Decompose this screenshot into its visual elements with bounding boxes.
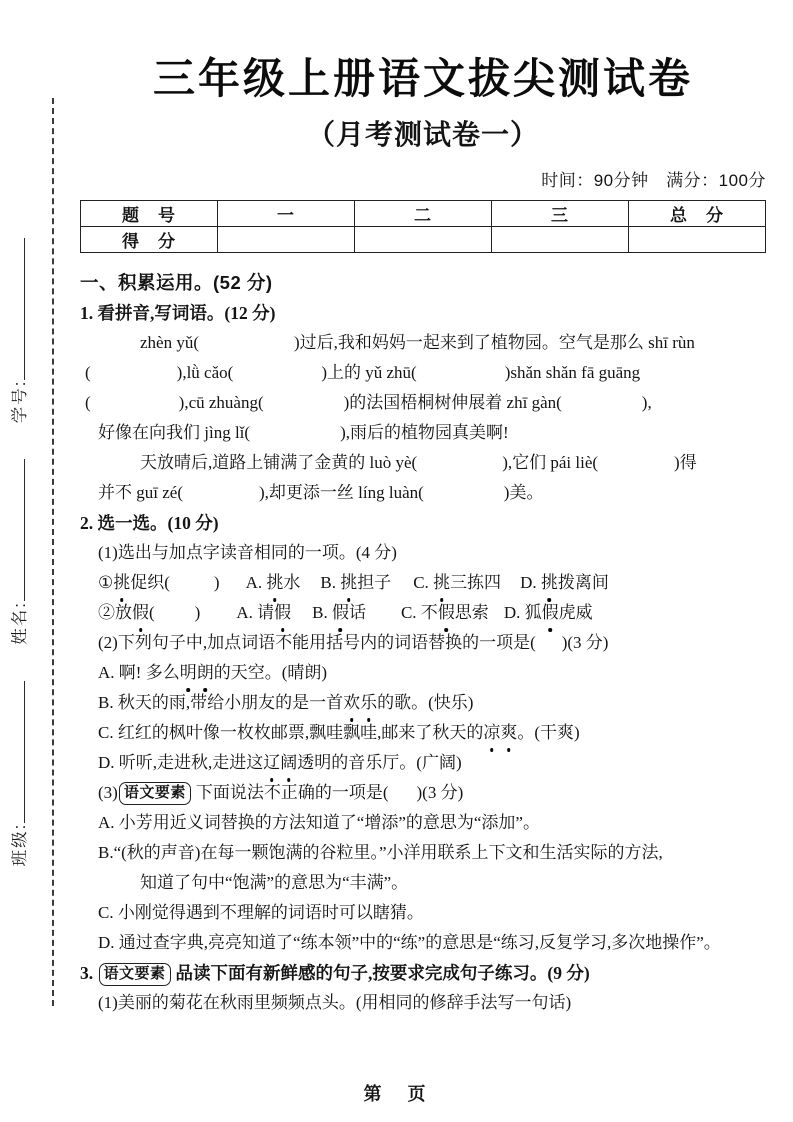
emphasized-text bbox=[113, 573, 130, 592]
q3-sub1 bbox=[98, 988, 766, 1018]
text-segment: zhèn yǔ( bbox=[140, 333, 200, 352]
text-segment: 话 bbox=[348, 603, 366, 622]
text-segment: 水 bbox=[283, 573, 301, 592]
q2-sub1-heading bbox=[98, 538, 766, 568]
fill-in-blank[interactable] bbox=[91, 377, 177, 378]
text-segment: B. bbox=[312, 603, 332, 622]
question-content bbox=[80, 268, 766, 1018]
text-segment: 品读下面有新鲜感的句子,按要求完成句子练习。(9 分) bbox=[175, 963, 590, 983]
text-segment: 的歌。(快乐) bbox=[377, 693, 474, 712]
emphasized-text bbox=[274, 603, 291, 622]
text-segment: )的法国梧桐树伸展着 zhī gàn( bbox=[343, 393, 562, 412]
dotted-char: 挑 bbox=[113, 568, 130, 598]
q2-sub3-option-b-cont bbox=[140, 868, 766, 898]
score-cell-total[interactable] bbox=[629, 227, 766, 253]
fill-in-blank[interactable] bbox=[562, 407, 642, 408]
emphasized-text bbox=[132, 603, 149, 622]
q2-sub3-option-a bbox=[98, 808, 766, 838]
text-segment: 的天空。(晴朗) bbox=[213, 663, 328, 682]
emphasized-text bbox=[343, 693, 377, 712]
class-blank-line[interactable] bbox=[6, 681, 25, 823]
q2-sub3-heading bbox=[98, 778, 766, 808]
text-segment: B.“(秋的声音)在每一颗饱满的谷粒里。”小洋用联系上下文和生活实际的方法, bbox=[98, 843, 663, 862]
name-label: 姓名: bbox=[11, 601, 29, 645]
page-number-footer: 第 页 bbox=[363, 1084, 430, 1104]
fill-in-blank[interactable] bbox=[91, 407, 179, 408]
text-segment: A. bbox=[245, 573, 267, 592]
dotted-char: 假 bbox=[274, 598, 291, 628]
text-segment: 拨离间 bbox=[557, 573, 609, 592]
text-segment: 天放晴后,道路上铺满了金黄的 luò yè( bbox=[140, 453, 418, 472]
score-table-header-row bbox=[81, 201, 766, 227]
fill-in-blank[interactable] bbox=[233, 377, 321, 378]
emphasized-text bbox=[332, 603, 349, 622]
fill-in-blank[interactable] bbox=[501, 587, 520, 588]
q2-sub2-option-c bbox=[98, 718, 766, 748]
dotted-char: 明 bbox=[180, 658, 197, 688]
text-segment: 知道了句中“饱满”的意思为“丰满”。 bbox=[140, 873, 409, 892]
class-field bbox=[6, 681, 30, 867]
emphasized-text bbox=[340, 573, 357, 592]
q2-sub1-item2 bbox=[98, 598, 766, 628]
text-segment: ),它们 pái liè( bbox=[502, 453, 599, 472]
text-segment: 2. 选一选。(10 分) bbox=[80, 513, 219, 533]
text-segment: ( bbox=[85, 363, 91, 382]
q2-sub2-heading bbox=[98, 628, 766, 658]
text-segment: ( bbox=[149, 603, 155, 622]
fill-in-blank[interactable] bbox=[424, 497, 504, 498]
text-segment: A. 请 bbox=[236, 603, 275, 622]
dotted-char: 凉 bbox=[483, 718, 500, 748]
text-segment: )(3 分) bbox=[561, 633, 609, 652]
main-column bbox=[80, 38, 766, 1018]
dotted-char: 假 bbox=[542, 598, 559, 628]
text-segment: A. 小芳用近义词替换的方法知道了“增添”的意思为“添加”。 bbox=[98, 813, 540, 832]
text-segment: ),雨后的植物园真美啊! bbox=[340, 423, 509, 442]
student-info-strip bbox=[6, 98, 34, 1006]
fill-in-blank[interactable] bbox=[250, 437, 340, 438]
text-segment: )过后,我和妈妈一起来到了植物园。空气是那么 shī rùn bbox=[294, 333, 695, 352]
text-segment: ②放 bbox=[98, 603, 132, 622]
text-segment: 3. bbox=[80, 963, 98, 983]
emphasized-text bbox=[263, 753, 297, 772]
score-cell-1[interactable] bbox=[218, 227, 355, 253]
dotted-char: 乐 bbox=[360, 688, 377, 718]
student-id-field bbox=[6, 238, 30, 424]
page-subtitle: （月考测试卷一） bbox=[306, 119, 539, 150]
section1-title bbox=[80, 268, 766, 298]
score-table-score-row bbox=[81, 227, 766, 253]
text-segment: 虎威 bbox=[558, 603, 593, 622]
text-segment: D. 通过查字典,亮亮知道了“练本领”中的“练”的意思是“练习,反复学习,多次地操作”。 bbox=[98, 933, 721, 952]
score-header-part-1: 一 bbox=[218, 201, 355, 227]
q1-text-line bbox=[85, 358, 766, 388]
q2-sub2-option-b bbox=[98, 688, 766, 718]
text-segment: )(3 分) bbox=[416, 783, 464, 802]
yuwen-yaosu-badge: 语文要素 bbox=[119, 782, 191, 805]
fill-in-blank[interactable] bbox=[155, 617, 195, 618]
fill-in-blank[interactable] bbox=[389, 797, 417, 798]
score-header-total: 总 分 bbox=[629, 201, 766, 227]
text-segment: (2)下列句子中,加点词语不能用括号内的词语替换的一项是( bbox=[98, 633, 536, 652]
fill-in-blank[interactable] bbox=[536, 647, 562, 648]
text-segment: )上的 yǔ zhū( bbox=[321, 363, 417, 382]
fill-in-blank[interactable] bbox=[170, 587, 214, 588]
emphasized-text bbox=[180, 663, 214, 682]
q1-text-line bbox=[85, 388, 766, 418]
q2-heading bbox=[80, 508, 766, 538]
q2-sub3-option-c bbox=[98, 898, 766, 928]
dotted-char: 朗 bbox=[197, 658, 214, 688]
fill-in-blank[interactable] bbox=[489, 617, 504, 618]
q2-sub1-item1 bbox=[98, 568, 766, 598]
emphasized-text bbox=[266, 573, 283, 592]
text-segment: 。(干爽) bbox=[517, 723, 580, 742]
q3-heading bbox=[80, 958, 766, 988]
text-segment: 下面说法不正确的一项是( bbox=[195, 783, 389, 802]
text-segment: ① bbox=[98, 573, 114, 592]
score-table bbox=[80, 200, 766, 253]
text-segment: D. 狐 bbox=[503, 603, 542, 622]
emphasized-text bbox=[542, 603, 559, 622]
dotted-char: 挑 bbox=[433, 568, 450, 598]
dotted-char: 阔 bbox=[280, 748, 297, 778]
dotted-char: 假 bbox=[132, 598, 149, 628]
text-segment: ), bbox=[641, 393, 652, 412]
text-segment: B. 秋天的雨,带给小朋友的是一首 bbox=[98, 693, 344, 712]
text-segment: C. 红红的枫叶像一枚枚邮票,飘哇飘哇,邮来了秋天的 bbox=[98, 723, 484, 742]
dotted-char: 欢 bbox=[343, 688, 360, 718]
dotted-char: 挑 bbox=[340, 568, 357, 598]
dotted-char: 挑 bbox=[541, 568, 558, 598]
dotted-char: 假 bbox=[332, 598, 349, 628]
text-segment: 好像在向我们 jìng lǐ( bbox=[98, 423, 251, 442]
dotted-char: 爽 bbox=[500, 718, 517, 748]
fill-in-blank[interactable] bbox=[417, 467, 502, 468]
fill-in-blank[interactable] bbox=[183, 497, 259, 498]
fill-in-blank[interactable] bbox=[300, 587, 320, 588]
text-segment: ),却更添一丝 líng luàn( bbox=[258, 483, 424, 502]
q2-sub2-option-a bbox=[98, 658, 766, 688]
text-segment: (3) bbox=[98, 783, 118, 802]
yuwen-yaosu-badge: 语文要素 bbox=[99, 963, 171, 986]
fill-in-blank[interactable] bbox=[598, 467, 674, 468]
fill-in-blank[interactable] bbox=[291, 617, 312, 618]
q2-sub2-option-d bbox=[98, 748, 766, 778]
emphasized-text bbox=[541, 573, 558, 592]
q2-sub3-option-d bbox=[98, 928, 766, 958]
text-segment: A. 啊! 多么 bbox=[98, 663, 180, 682]
text-segment: (1)选出与加点字读音相同的一项。(4 分) bbox=[98, 543, 397, 562]
text-segment: 并不 guī zé( bbox=[98, 483, 183, 502]
text-segment: )shǎn shǎn fā guāng bbox=[504, 363, 641, 382]
text-segment: 促织( bbox=[130, 573, 170, 592]
q1-text-line bbox=[98, 328, 766, 358]
class-label: 班级: bbox=[11, 822, 29, 867]
score-row-label: 得 分 bbox=[81, 227, 218, 253]
fill-in-blank[interactable] bbox=[220, 587, 246, 588]
fill-in-blank[interactable] bbox=[391, 587, 413, 588]
emphasized-text bbox=[433, 573, 450, 592]
text-segment: 透明的音乐厅。(广阔) bbox=[297, 753, 462, 772]
student-id-blank-line[interactable] bbox=[6, 238, 25, 380]
q2-sub3-option-b bbox=[98, 838, 766, 868]
text-segment: 三拣四 bbox=[450, 573, 502, 592]
emphasized-text bbox=[438, 603, 455, 622]
emphasized-text bbox=[483, 723, 517, 742]
binding-dashed-rule bbox=[52, 98, 54, 1006]
text-segment: 1. 看拼音,写词语。(12 分) bbox=[80, 303, 276, 323]
page-title: 三年级上册语文拔尖测试卷 bbox=[152, 55, 693, 102]
text-segment: ) bbox=[213, 573, 220, 592]
text-segment: C. 不 bbox=[400, 603, 438, 622]
text-segment: ),cū zhuàng( bbox=[178, 393, 264, 412]
text-segment: C. 小刚觉得遇到不理解的词语时可以瞎猜。 bbox=[98, 903, 424, 922]
text-segment: D. 听听,走进秋,走进这 bbox=[98, 753, 264, 772]
dotted-char: 挑 bbox=[266, 568, 283, 598]
time-score-info: 时间：90分钟 满分：100分 bbox=[541, 171, 766, 190]
fill-in-blank[interactable] bbox=[199, 347, 294, 348]
fill-in-blank[interactable] bbox=[264, 407, 344, 408]
text-segment: ) bbox=[194, 603, 201, 622]
text-segment: 一、积累运用。(52 分) bbox=[80, 272, 273, 293]
score-header-part-3: 三 bbox=[492, 201, 629, 227]
text-segment: C. bbox=[413, 573, 434, 592]
score-header-part-2: 二 bbox=[355, 201, 492, 227]
q1-text-line bbox=[98, 448, 766, 478]
dotted-char: 辽 bbox=[263, 748, 280, 778]
text-segment: D. bbox=[520, 573, 541, 592]
q1-heading bbox=[80, 298, 766, 328]
score-cell-3[interactable] bbox=[492, 227, 629, 253]
name-blank-line[interactable] bbox=[6, 459, 25, 601]
fill-in-blank[interactable] bbox=[366, 617, 401, 618]
text-segment: 担子 bbox=[357, 573, 392, 592]
name-field bbox=[6, 459, 30, 645]
text-segment: B. bbox=[320, 573, 341, 592]
student-id-label: 学号: bbox=[11, 379, 29, 424]
score-header-question-number: 题 号 bbox=[81, 201, 218, 227]
score-cell-2[interactable] bbox=[355, 227, 492, 253]
q1-text-line bbox=[98, 478, 766, 508]
fill-in-blank[interactable] bbox=[200, 617, 236, 618]
text-segment: (1)美丽的菊花在秋雨里频频点头。(用相同的修辞手法写一句话) bbox=[98, 993, 572, 1012]
fill-in-blank[interactable] bbox=[417, 377, 505, 378]
dotted-char: 假 bbox=[438, 598, 455, 628]
q1-text-line bbox=[98, 418, 766, 448]
text-segment: )美。 bbox=[503, 483, 544, 502]
text-segment: ),lǜ cǎo( bbox=[176, 363, 234, 382]
text-segment: ( bbox=[85, 393, 91, 412]
text-segment: )得 bbox=[674, 453, 697, 472]
text-segment: 思索 bbox=[454, 603, 489, 622]
